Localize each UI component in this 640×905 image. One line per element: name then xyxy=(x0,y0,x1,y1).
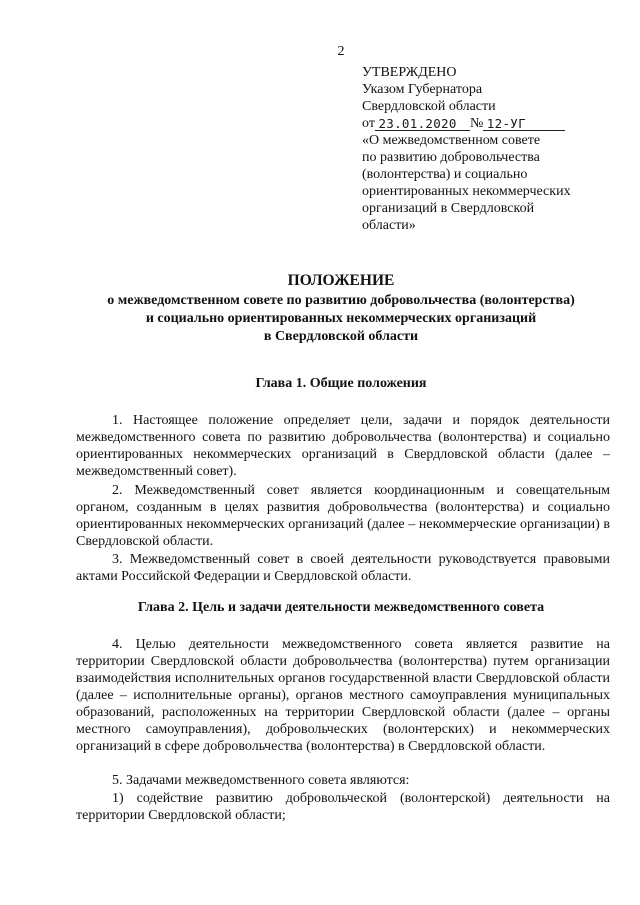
subtitle-line: в Свердловской области xyxy=(263,329,419,344)
paragraph-2 xyxy=(76,482,610,550)
paragraph-2-text: 2. Межведомственный совет является координационным и совещательным органом, созданным в целях развития добровольчества (волонтерства) и социально ориентированных некоммерческих организаций (далее – некоммерческие организации) в Свердловской области. xyxy=(76,483,610,549)
number-field xyxy=(483,115,565,131)
paragraph-3-text: 3. Межведомственный совет в своей деятельности руководствуется правовыми актами Российской Федерации и Свердловской области. xyxy=(76,552,610,584)
number-label: № xyxy=(469,116,484,131)
paragraph-5 xyxy=(76,772,610,789)
decree-subject-line: по развитию добровольчества xyxy=(362,150,540,165)
decree-number: 12-УГ xyxy=(486,116,526,131)
approval-block xyxy=(362,64,602,234)
decree-date: 23.01.2020 xyxy=(378,116,457,131)
decree-date-number-line xyxy=(362,115,602,132)
approval-stamp: УТВЕРЖДЕНО xyxy=(362,65,457,80)
paragraph-4 xyxy=(76,636,610,755)
subtitle-line: и социально ориентированных некоммерческих организаций xyxy=(145,311,537,326)
decree-subject-line: ориентированных некоммерческих xyxy=(362,184,571,199)
subtitle-line: о межведомственном совете по развитию добровольчества (волонтерства) xyxy=(107,293,575,308)
paragraph-5-item-1 xyxy=(76,790,610,824)
page-number: 2 xyxy=(337,44,345,59)
from-label: от xyxy=(362,116,375,131)
paragraph-4-text: 4. Целью деятельности межведомственного совета является развитие на территории Свердловской области добровольчества (волонтерства) путем организации взаимодействия исполнительных органов государственной власти Свердловской области (далее – исполнительные органы), органов местного самоуправления муниципальных образований, расположенных на территории Свердловской области (далее – органы местного самоуправления), добровольческих (волонтерских) и некоммерческих организаций в сфере добровольчества (волонтерства) в Свердловской области. xyxy=(76,637,610,754)
chapter-2-heading: Глава 2. Цель и задачи деятельности межведомственного совета xyxy=(137,600,545,615)
document-subtitle xyxy=(60,292,622,346)
paragraph-5-item-1-text: 1) содействие развитию добровольческой (волонтерской) деятельности на территории Свердловской области; xyxy=(76,791,610,823)
decree-subject-line: организаций в Свердловской xyxy=(362,201,535,216)
decree-region: Свердловской области xyxy=(362,99,496,114)
chapter-1-heading: Глава 1. Общие положения xyxy=(255,376,427,391)
decree-subject-line: области» xyxy=(362,218,416,233)
date-field xyxy=(375,115,470,131)
decree-line: Указом Губернатора xyxy=(362,82,483,97)
paragraph-5-text: 5. Задачами межведомственного совета являются: xyxy=(112,773,410,788)
decree-subject-line: «О межведомственном совете xyxy=(362,133,541,148)
paragraph-3 xyxy=(76,551,610,585)
decree-subject-line: (волонтерства) и социально xyxy=(362,167,528,182)
paragraph-1 xyxy=(76,412,610,480)
document-title: ПОЛОЖЕНИЕ xyxy=(287,272,395,289)
paragraph-1-text: 1. Настоящее положение определяет цели, задачи и порядок деятельности межведомственного совета по развитию добровольчества (волонтерства) и социально ориентированных некоммерческих организаций в Свердловской области (далее – межведомственный совет). xyxy=(76,413,610,479)
